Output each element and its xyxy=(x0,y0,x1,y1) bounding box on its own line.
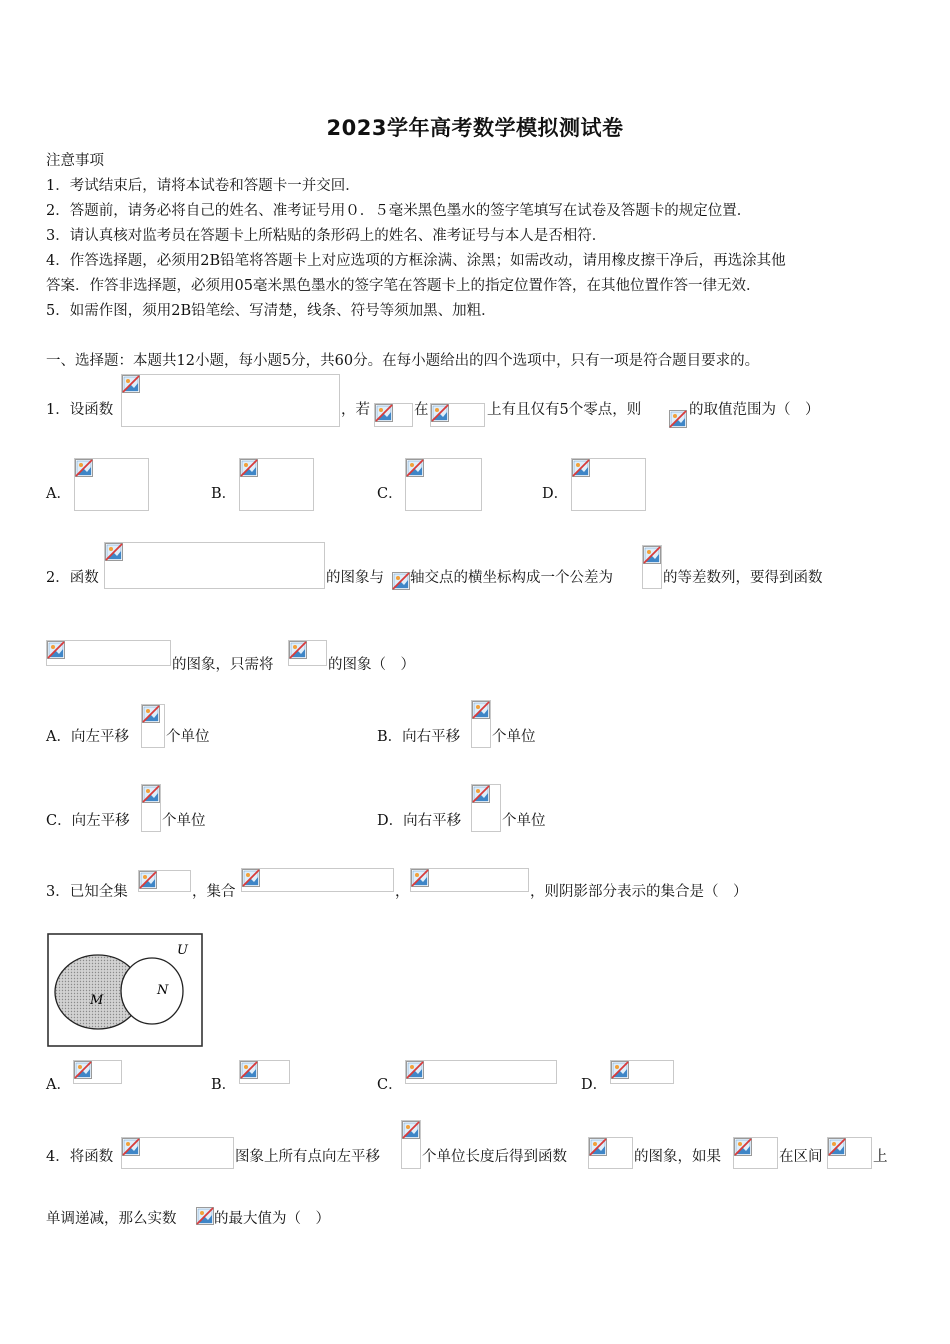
venn-label-m: M xyxy=(90,993,104,1008)
broken-image-icon xyxy=(196,1207,214,1225)
q3-option-c-image xyxy=(405,1060,557,1084)
q3-option-d-image xyxy=(610,1060,674,1084)
q2-option-d xyxy=(377,811,461,831)
broken-image-icon xyxy=(406,459,424,477)
q3-formula-image xyxy=(410,868,529,892)
q2-option-c-unit: 个单位 xyxy=(162,813,206,829)
broken-image-icon xyxy=(122,1138,140,1156)
broken-image-icon xyxy=(589,1138,607,1156)
q4-formula-image xyxy=(827,1137,872,1169)
broken-image-icon xyxy=(74,1061,92,1079)
q2-formula-image xyxy=(288,640,327,666)
q2-option-a-unit: 个单位 xyxy=(166,729,210,745)
notice-line-2: 2．答题前，请务必将自己的姓名、准考证号用０．５毫米黑色墨水的签字笔填写在试卷及答题卡的规定位置． xyxy=(46,203,752,219)
broken-image-icon xyxy=(122,375,140,393)
broken-image-icon xyxy=(472,785,490,803)
q3-option-b: B． xyxy=(211,1077,237,1093)
q3-text-b: ，集合 xyxy=(192,884,236,900)
broken-image-icon xyxy=(142,785,160,803)
section-heading: 一、选择题：本题共12小题，每小题5分，共60分。在每小题给出的四个选项中，只有一项是符合题目要求的。 xyxy=(46,353,760,369)
broken-image-icon xyxy=(240,459,258,477)
q1-text-e: 的取值范围为（ ） xyxy=(689,402,820,418)
page-title: 2023学年高考数学模拟测试卷 xyxy=(326,116,624,140)
broken-image-icon xyxy=(242,869,260,887)
q4-text-h: 的最大值为（ ） xyxy=(214,1211,330,1227)
notice-line-3: 3．请认真核对监考员在答题卡上所粘贴的条形码上的姓名、准考证号与本人是否相符． xyxy=(46,228,607,244)
broken-image-icon xyxy=(289,641,307,659)
q2-option-a-label: A．向左平移 xyxy=(46,729,129,745)
broken-image-icon xyxy=(139,871,157,889)
broken-image-icon xyxy=(375,404,393,422)
venn-label-u: U xyxy=(177,943,188,958)
q1-option-d-image xyxy=(571,458,646,511)
broken-image-icon xyxy=(402,1121,420,1139)
q3-formula-image xyxy=(241,868,394,892)
q2-formula-image xyxy=(642,545,662,589)
q1-option-d: D． xyxy=(542,486,569,502)
broken-image-icon xyxy=(406,1061,424,1079)
q2-option-a xyxy=(46,727,129,747)
q2-text-c: 轴交点的横坐标构成一个公差为 xyxy=(410,570,613,586)
q1-option-c: C． xyxy=(377,486,403,502)
q2-text-d: 的等差数列，要得到函数 xyxy=(663,570,823,586)
q2-option-d-unit: 个单位 xyxy=(502,813,546,829)
venn-diagram xyxy=(46,932,204,1048)
broken-image-icon xyxy=(240,1061,258,1079)
q4-text-g: 单调递减，那么实数 xyxy=(46,1211,177,1227)
q1-option-c-image xyxy=(405,458,482,511)
q1-option-a-image xyxy=(74,458,149,511)
q3-text-d: ，则阴影部分表示的集合是（ ） xyxy=(530,884,748,900)
q1-text-c: 在 xyxy=(414,402,429,418)
q2-formula-image xyxy=(392,572,410,590)
q3-text-c: ， xyxy=(395,884,410,900)
q2-option-d-label: D．向右平移 xyxy=(377,813,462,829)
q2-option-c-label: C．向左平移 xyxy=(46,813,130,829)
q2-option-c-image xyxy=(141,784,161,832)
q4-formula-image xyxy=(588,1137,633,1169)
q1-formula-image xyxy=(121,374,340,427)
q4-formula-image xyxy=(401,1120,421,1169)
broken-image-icon xyxy=(643,546,661,564)
q1-option-a: A． xyxy=(46,486,71,502)
broken-image-icon xyxy=(472,701,490,719)
notice-line-6: 5．如需作图，须用2B铅笔绘、写清楚，线条、符号等须加黑、加粗． xyxy=(46,303,496,319)
q4-text-b: 图象上所有点向左平移 xyxy=(235,1149,380,1165)
q1-text-a: 1．设函数 xyxy=(46,402,114,418)
q3-option-d: D． xyxy=(581,1077,608,1093)
notice-line-5: 答案．作答非选择题，必须用05毫米黑色墨水的签字笔在答题卡上的指定位置作答，在其他位置作答一律无效． xyxy=(46,278,761,294)
q2-option-b-label: B．向右平移 xyxy=(377,729,461,745)
q2-option-d-image xyxy=(471,784,501,832)
q1-formula-image xyxy=(374,403,413,427)
q1-formula-image xyxy=(430,403,485,427)
q1-text-b: ，若 xyxy=(341,402,370,418)
q2-option-a-image xyxy=(141,704,165,748)
q1-option-b: B． xyxy=(211,486,237,502)
broken-image-icon xyxy=(411,869,429,887)
q2-text-e: 的图象，只需将 xyxy=(172,657,274,673)
broken-image-icon xyxy=(828,1138,846,1156)
q4-text-f: 上 xyxy=(873,1149,888,1165)
broken-image-icon xyxy=(669,410,687,428)
q2-option-b-image xyxy=(471,700,491,748)
q2-text-b: 的图象与 xyxy=(326,570,384,586)
q2-formula-image xyxy=(46,640,171,666)
broken-image-icon xyxy=(105,543,123,561)
q3-option-a: A． xyxy=(46,1077,71,1093)
broken-image-icon xyxy=(734,1138,752,1156)
q3-option-a-image xyxy=(73,1060,122,1084)
q4-formula-image xyxy=(121,1137,234,1169)
q2-text-f: 的图象（ ） xyxy=(328,657,415,673)
q4-text-d: 的图象，如果 xyxy=(634,1149,721,1165)
broken-image-icon xyxy=(431,404,449,422)
q4-formula-image xyxy=(733,1137,778,1169)
q2-option-b xyxy=(377,727,460,747)
broken-image-icon xyxy=(611,1061,629,1079)
q1-text-d: 上有且仅有5个零点，则 xyxy=(487,402,642,418)
q1-option-b-image xyxy=(239,458,314,511)
q2-formula-image xyxy=(104,542,325,589)
broken-image-icon xyxy=(75,459,93,477)
q1-formula-image xyxy=(669,410,687,428)
q4-text-c: 个单位长度后得到函数 xyxy=(422,1149,567,1165)
notice-line-1: 1．考试结束后，请将本试卷和答题卡一并交回． xyxy=(46,178,360,194)
notice-heading: 注意事项 xyxy=(46,153,104,169)
q4-formula-image xyxy=(196,1207,214,1225)
broken-image-icon xyxy=(47,641,65,659)
q3-option-c: C． xyxy=(377,1077,403,1093)
q2-option-b-unit: 个单位 xyxy=(492,729,536,745)
broken-image-icon xyxy=(392,572,410,590)
q4-text-e: 在区间 xyxy=(779,1149,823,1165)
q2-text-a: 2．函数 xyxy=(46,570,99,586)
notice-line-4: 4．作答选择题，必须用2B铅笔将答题卡上对应选项的方框涂满、涂黑；如需改动，请用橡皮擦干净后，再选涂其他 xyxy=(46,253,786,269)
q2-option-c xyxy=(46,811,130,831)
q4-text-a: 4．将函数 xyxy=(46,1149,114,1165)
broken-image-icon xyxy=(142,705,160,723)
venn-label-n: N xyxy=(157,983,169,998)
q3-option-b-image xyxy=(239,1060,290,1084)
q3-formula-image xyxy=(138,870,191,892)
q3-text-a: 3．已知全集 xyxy=(46,884,128,900)
broken-image-icon xyxy=(572,459,590,477)
